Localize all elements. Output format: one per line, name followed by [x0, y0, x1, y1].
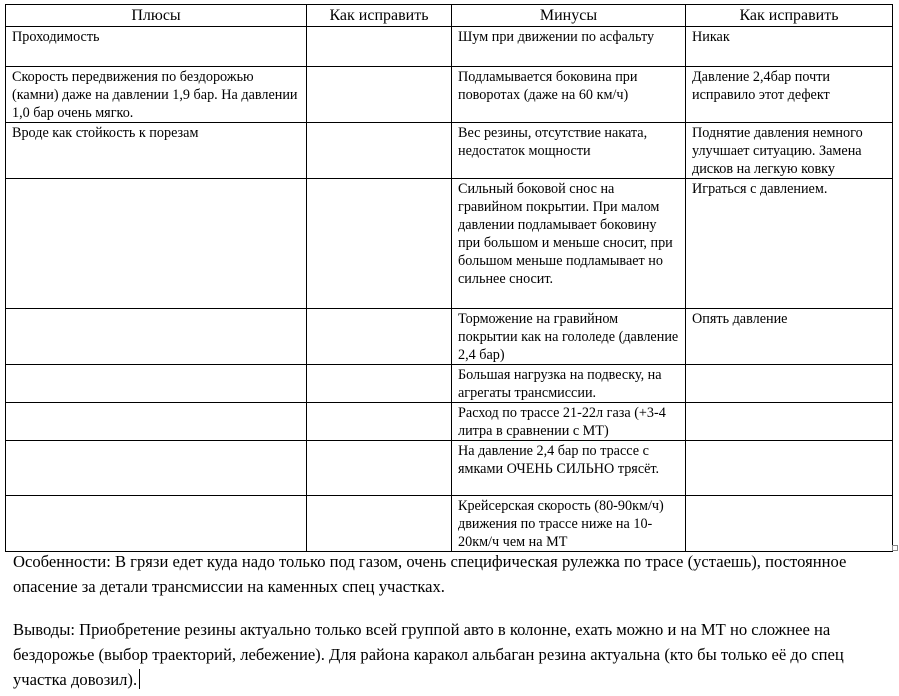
cell-cons-fix[interactable]	[686, 496, 893, 552]
cell-pros[interactable]	[6, 403, 307, 441]
cell-pros[interactable]	[6, 365, 307, 403]
table-row	[6, 441, 893, 496]
table-row	[6, 123, 893, 179]
cell-pros-fix[interactable]	[307, 123, 452, 179]
cell-pros-fix[interactable]	[307, 179, 452, 309]
cell-cons[interactable]: Шум при движении по асфальту	[452, 27, 686, 67]
table-row	[6, 365, 893, 403]
cell-pros[interactable]: Проходимость	[6, 27, 307, 67]
cell-cons[interactable]: Вес резины, отсутствие наката, недостаток мощности	[452, 123, 686, 179]
table-row	[6, 27, 893, 67]
text-cursor	[139, 669, 140, 689]
cell-pros[interactable]	[6, 496, 307, 552]
cell-cons[interactable]: Большая нагрузка на подвеску, на агрегаты трансмиссии.	[452, 365, 686, 403]
conclusions-text: Выводы: Приобретение резины актуально только всей группой авто в колонне, ехать можно и на МТ но сложнее на бездорожье (выбор траекторий, лебежение). Для района каракол альбаган резина актуальна (кто бы только её до спец участка довозил).	[13, 620, 844, 689]
cell-pros-fix[interactable]	[307, 27, 452, 67]
cell-cons[interactable]: Сильный боковой снос на гравийном покрытии. При малом давлении подламывает боковину при большом и меньше сносит, при большом меньше подламывает но сильнее сносит.	[452, 179, 686, 309]
table-row	[6, 309, 893, 365]
header-pros-fix: Как исправить	[307, 5, 452, 27]
table-resize-handle[interactable]	[892, 545, 898, 551]
table-row	[6, 179, 893, 309]
table-row	[6, 403, 893, 441]
cell-pros[interactable]: Скорость передвижения по бездорожью (камни) даже на давлении 1,9 бар. На давлении 1,0 бар очень мягко.	[6, 67, 307, 123]
cell-cons[interactable]: Расход по трассе 21-22л газа (+3-4 литра в сравнении с МТ)	[452, 403, 686, 441]
cell-cons-fix[interactable]: Давление 2,4бар почти исправило этот дефект	[686, 67, 893, 123]
header-row	[6, 5, 893, 27]
cell-pros-fix[interactable]	[307, 67, 452, 123]
conclusions-paragraph[interactable]	[13, 617, 891, 692]
cell-cons-fix[interactable]: Опять давление	[686, 309, 893, 365]
cell-pros[interactable]: Вроде как стойкость к порезам	[6, 123, 307, 179]
header-cons: Минусы	[452, 5, 686, 27]
comparison-table	[5, 4, 893, 552]
cell-cons[interactable]: Крейсерская скорость (80-90км/ч) движения по трассе ниже на 10-20км/ч чем на МТ	[452, 496, 686, 552]
table-row	[6, 67, 893, 123]
header-pros: Плюсы	[6, 5, 307, 27]
cell-pros-fix[interactable]	[307, 496, 452, 552]
header-cons-fix: Как исправить	[686, 5, 893, 27]
cell-cons-fix[interactable]: Играться с давлением.	[686, 179, 893, 309]
cell-cons[interactable]: Торможение на гравийном покрытии как на гололеде (давление 2,4 бар)	[452, 309, 686, 365]
cell-pros-fix[interactable]	[307, 309, 452, 365]
cell-pros[interactable]	[6, 179, 307, 309]
cell-cons[interactable]: На давление 2,4 бар по трассе с ямками ОЧЕНЬ СИЛЬНО трясёт.	[452, 441, 686, 496]
cell-cons-fix[interactable]	[686, 365, 893, 403]
cell-pros[interactable]	[6, 309, 307, 365]
cell-cons-fix[interactable]	[686, 441, 893, 496]
cell-pros-fix[interactable]	[307, 403, 452, 441]
cell-pros[interactable]	[6, 441, 307, 496]
cell-pros-fix[interactable]	[307, 365, 452, 403]
features-paragraph[interactable]	[13, 549, 891, 599]
cell-cons-fix[interactable]: Никак	[686, 27, 893, 67]
features-text: Особенности: В грязи едет куда надо только под газом, очень специфическая рулежка по трасе (устаешь), постоянное опасение за детали трансмиссии на каменных спец участках.	[13, 552, 847, 596]
cell-pros-fix[interactable]	[307, 441, 452, 496]
cell-cons[interactable]: Подламывается боковина при поворотах (даже на 60 км/ч)	[452, 67, 686, 123]
table-row	[6, 496, 893, 552]
cell-cons-fix[interactable]	[686, 403, 893, 441]
cell-cons-fix[interactable]: Поднятие давления немного улучшает ситуацию. Замена дисков на легкую ковку	[686, 123, 893, 179]
